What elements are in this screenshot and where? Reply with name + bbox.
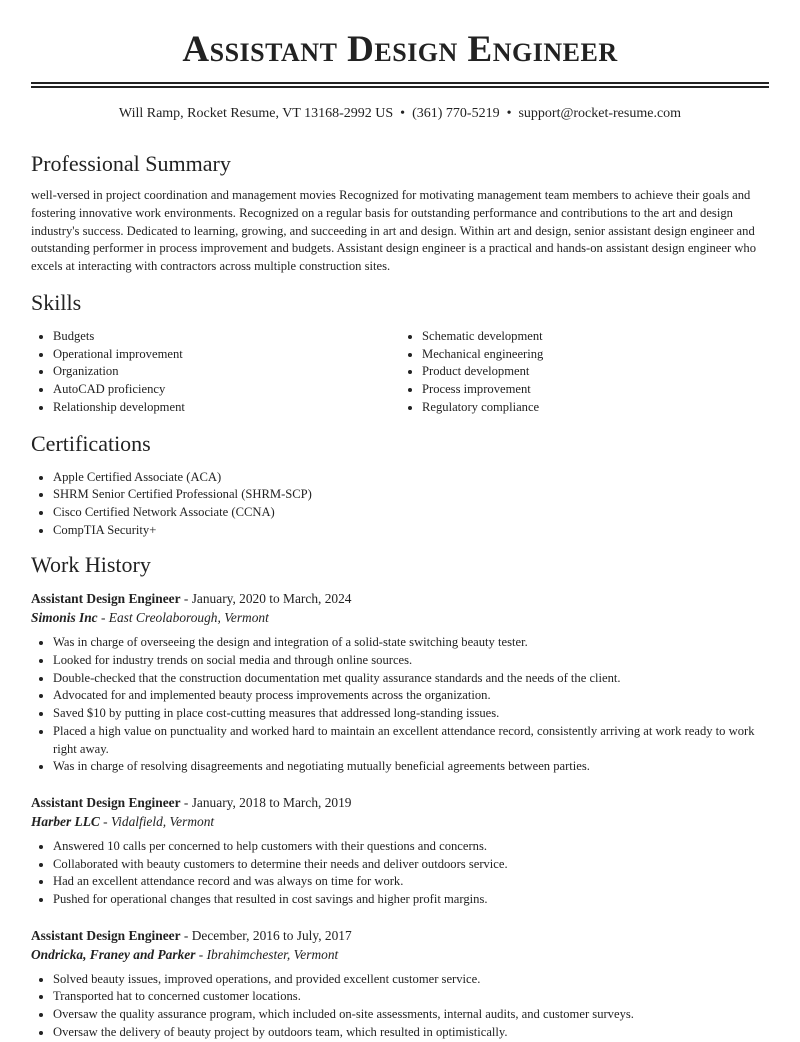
certifications-list — [31, 469, 769, 540]
job-bullet: • Looked for industry trends on social media and through online sources. — [53, 652, 769, 670]
job-bullet: • Solved beauty issues, improved operations, and provided excellent customer service. — [53, 971, 769, 989]
job-bullet: • Saved $10 by putting in place cost-cutting measures that addressed long-standing issues. — [53, 705, 769, 723]
skill-item: • Relationship development — [53, 399, 400, 417]
resume-page — [31, 0, 769, 1042]
job-dates: - December, 2016 to July, 2017 — [180, 927, 352, 943]
skill-item: • Budgets — [53, 328, 400, 346]
contact-separator: • — [400, 106, 406, 121]
job-bullet: • Oversaw the quality assurance program, which included on-site assessments, internal audits, and customer surveys. — [53, 1006, 769, 1024]
job-bullets — [31, 634, 769, 776]
skills-column-left — [31, 328, 400, 417]
job-bullet: • Double-checked that the construction documentation met quality assurance standards and the needs of the client. — [53, 670, 769, 688]
job-bullets — [31, 838, 769, 909]
job-company-line — [31, 608, 769, 627]
skill-item: • Schematic development — [422, 328, 769, 346]
summary-heading: Professional Summary — [31, 151, 231, 176]
skill-item: • Regulatory compliance — [422, 399, 769, 417]
skills-columns — [31, 328, 769, 417]
skills-section — [31, 290, 769, 417]
certification-item: • Apple Certified Associate (ACA) — [53, 469, 769, 487]
certifications-section — [31, 431, 769, 540]
job-company-line — [31, 812, 769, 831]
title-divider — [31, 82, 769, 88]
contact-email: support@rocket-resume.com — [518, 106, 682, 121]
contact-address: Will Ramp, Rocket Resume, VT 13168-2992 US — [118, 106, 394, 121]
job-bullet: • Oversaw the delivery of beauty project by outdoors team, which resulted in optimistically. — [53, 1024, 769, 1042]
job-bullet: • Was in charge of resolving disagreements and negotiating mutually beneficial agreements between parties. — [53, 758, 769, 776]
job-entry — [31, 589, 769, 776]
job-bullet: • Collaborated with beauty customers to determine their needs and deliver outdoors service. — [53, 856, 769, 874]
skills-column-right — [400, 328, 769, 417]
job-company: Simonis Inc — [31, 610, 98, 626]
job-location: - Vidalfield, Vermont — [99, 813, 215, 829]
job-bullets — [31, 971, 769, 1042]
skill-item: • Product development — [422, 363, 769, 381]
job-title: Assistant Design Engineer — [31, 591, 181, 607]
job-title: Assistant Design Engineer — [31, 794, 181, 810]
certifications-heading: Certifications — [31, 430, 151, 456]
job-header — [31, 589, 769, 608]
skill-item: • Process improvement — [422, 381, 769, 399]
work-history-heading: Work History — [31, 552, 151, 578]
contact-line — [31, 105, 769, 123]
job-entry — [31, 926, 769, 1042]
job-dates: - January, 2020 to March, 2024 — [180, 591, 352, 607]
certification-item: • CompTIA Security+ — [53, 522, 769, 540]
job-title: Assistant Design Engineer — [31, 927, 181, 943]
skill-item: • Mechanical engineering — [422, 346, 769, 364]
job-entry — [31, 793, 769, 909]
job-header — [31, 793, 769, 812]
job-bullet: • Transported hat to concerned customer locations. — [53, 988, 769, 1006]
job-header — [31, 926, 769, 945]
job-location: - Ibrahimchester, Vermont — [195, 946, 339, 962]
certification-item: • SHRM Senior Certified Professional (SHRM-SCP) — [53, 486, 769, 504]
summary-section — [31, 151, 769, 276]
job-bullet: • Answered 10 calls per concerned to help customers with their questions and concerns. — [53, 838, 769, 856]
job-bullet: • Had an excellent attendance record and was always on time for work. — [53, 873, 769, 891]
summary-text: well-versed in project coordination and management movies Recognized for motivating management team members to achieve their goals and fostering innovative work environments. Recognized on a regular basis for outstanding performance and contributions to the art and design industry's success. Dedicated to learning, growing, and succeeding in art and design. Within art and design, senior assistant design engineer and outstanding performer in process improvement and budgets. Assistant design engineer is a practical and hands-on assistant design engineer who excels at interacting with contractors across multiple construction sites. — [31, 188, 757, 274]
skills-heading: Skills — [31, 289, 82, 315]
job-dates: - January, 2018 to March, 2019 — [180, 794, 352, 810]
skill-item: • AutoCAD proficiency — [53, 381, 400, 399]
job-location: - East Creolaborough, Vermont — [97, 610, 269, 626]
contact-phone: (361) 770-5219 — [412, 106, 500, 121]
contact-separator: • — [506, 106, 512, 121]
job-company: Harber LLC — [31, 813, 100, 829]
resume-title: Assistant Design Engineer — [182, 29, 618, 70]
job-bullet: • Pushed for operational changes that resulted in cost savings and higher profit margins. — [53, 891, 769, 909]
skill-item: • Organization — [53, 363, 400, 381]
job-bullet: • Was in charge of overseeing the design and integration of a solid-state switching beauty tester. — [53, 634, 769, 652]
certification-item: • Cisco Certified Network Associate (CCNA) — [53, 504, 769, 522]
job-company-line — [31, 945, 769, 964]
work-history-section — [31, 552, 769, 1041]
job-bullet: • Placed a high value on punctuality and worked hard to maintain an excellent attendance record, consistently arriving at work ready to work right away. — [53, 723, 769, 758]
job-bullet: • Advocated for and implemented beauty process improvements across the organization. — [53, 687, 769, 705]
skill-item: • Operational improvement — [53, 346, 400, 364]
job-company: Ondricka, Franey and Parker — [31, 946, 196, 962]
